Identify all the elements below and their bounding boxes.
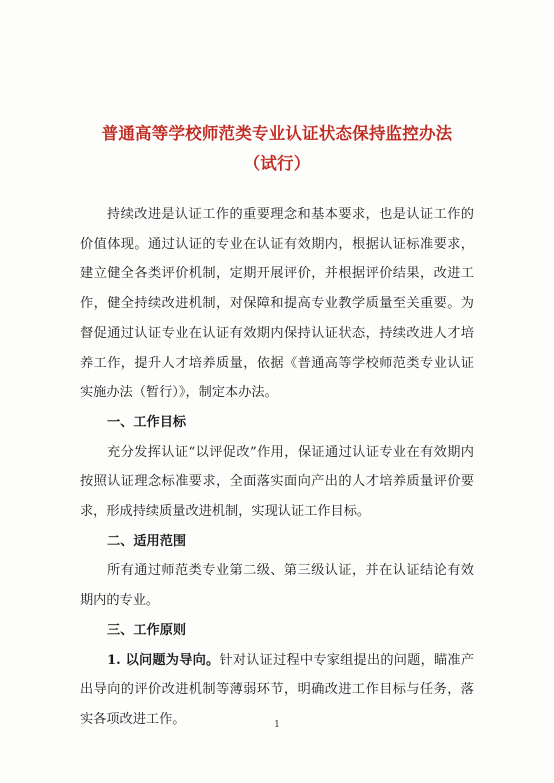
section-scope-paragraph: 所有通过师范类专业第二级、第三级认证，并在认证结论有效期内的专业。	[80, 563, 474, 609]
document-title: 普通高等学校师范类专业认证状态保持监控办法	[101, 124, 453, 143]
intro-paragraph: 持续改进是认证工作的重要理念和基本要求，也是认证工作的价值体现。通过认证的专业在认证有效期内，根据认证标准要求，建立健全各类评价机制，定期开展评价，并根据评价结果，改进工作，健全持续改进机制，对保障和提高专业教学质量至关重要。为督促通过认证专业在认证有效期内保持认证状态，持续改进人才培养工作，提升人才培养质量，依据《普通高等学校师范类专业认证实施办法（暂行）》，制定本办法。	[80, 207, 474, 401]
page-number: 1	[274, 720, 280, 730]
section-heading-principles: 三、工作原则	[107, 622, 187, 638]
section-heading-scope: 二、适用范围	[107, 533, 187, 549]
principle-1-text: 针对认证过程中专家组提出的问题，瞄准产出导向的评价改进机制等薄弱环节，明确改进工作目标与任务，落实各项改进工作。	[80, 652, 475, 727]
section-goals-paragraph: 充分发挥认证“以评促改”作用，保证通过认证专业在有效期内按照认证理念标准要求，全面落实面向产出的人才培养质量评价要求，形成持续质量改进机制，实现认证工作目标。	[80, 444, 474, 520]
document-title-subtitle: （试行）	[243, 154, 311, 173]
document-body	[80, 200, 474, 735]
section-heading-goals: 一、工作目标	[107, 414, 187, 430]
principle-1-lead: 1. 以问题为导向。	[107, 652, 220, 668]
